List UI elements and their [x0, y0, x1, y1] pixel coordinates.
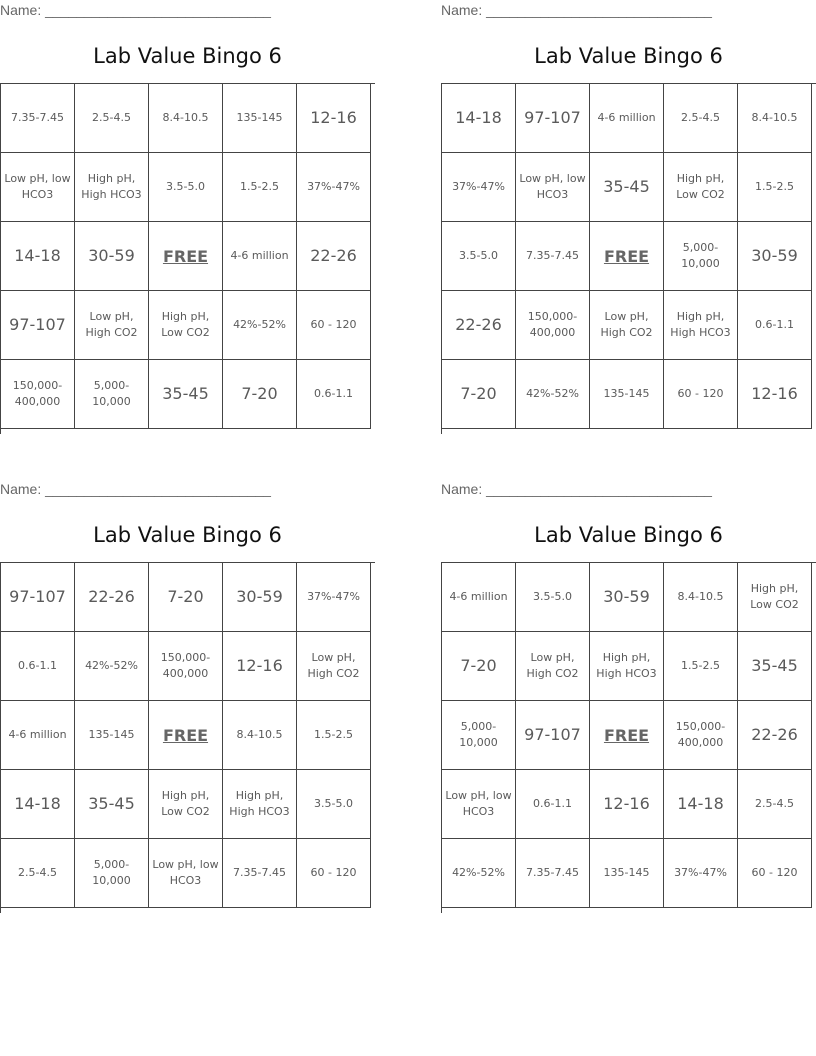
bingo-cell[interactable]: 4-6 million [1, 701, 75, 770]
bingo-cell[interactable]: 12-16 [223, 632, 297, 701]
bingo-cell[interactable]: 0.6-1.1 [516, 770, 590, 839]
bingo-cell[interactable]: 150,000-400,000 [1, 360, 75, 429]
name-field-label[interactable]: Name: _____________________________ [441, 481, 712, 497]
bingo-cell[interactable]: 1.5-2.5 [738, 153, 812, 222]
name-field-label[interactable]: Name: _____________________________ [0, 481, 271, 497]
bingo-cell[interactable]: High pH, High HCO3 [75, 153, 149, 222]
bingo-cell[interactable]: 3.5-5.0 [442, 222, 516, 291]
bingo-cell[interactable]: 2.5-4.5 [1, 839, 75, 908]
bingo-cell[interactable]: 60 - 120 [297, 839, 371, 908]
bingo-cell[interactable]: 12-16 [590, 770, 664, 839]
free-space-cell[interactable]: FREE [149, 222, 223, 291]
bingo-cell[interactable]: 37%-47% [442, 153, 516, 222]
card-title: Lab Value Bingo 6 [93, 523, 282, 547]
bingo-cell[interactable]: 4-6 million [590, 84, 664, 153]
bingo-cell[interactable]: 0.6-1.1 [297, 360, 371, 429]
bingo-cell[interactable]: 12-16 [738, 360, 812, 429]
bingo-cell[interactable]: 60 - 120 [664, 360, 738, 429]
bingo-grid [441, 562, 816, 913]
bingo-cell[interactable]: Low pH, High CO2 [297, 632, 371, 701]
bingo-cell[interactable]: Low pH, low HCO3 [1, 153, 75, 222]
bingo-cell[interactable]: High pH, Low CO2 [149, 291, 223, 360]
bingo-cell[interactable]: 1.5-2.5 [664, 632, 738, 701]
bingo-cell[interactable]: 12-16 [297, 84, 371, 153]
bingo-cell[interactable]: High pH, High HCO3 [223, 770, 297, 839]
bingo-cell[interactable]: Low pH, low HCO3 [442, 770, 516, 839]
bingo-grid [0, 562, 375, 913]
bingo-cell[interactable]: 97-107 [516, 84, 590, 153]
bingo-cell[interactable]: 0.6-1.1 [1, 632, 75, 701]
bingo-cell[interactable]: 3.5-5.0 [516, 563, 590, 632]
bingo-cell[interactable]: 60 - 120 [297, 291, 371, 360]
bingo-cell[interactable]: 7.35-7.45 [223, 839, 297, 908]
bingo-cell[interactable]: 8.4-10.5 [664, 563, 738, 632]
bingo-cell[interactable]: 7-20 [223, 360, 297, 429]
bingo-cell[interactable]: Low pH, High CO2 [590, 291, 664, 360]
bingo-cell[interactable]: 150,000-400,000 [149, 632, 223, 701]
bingo-cell[interactable]: 30-59 [590, 563, 664, 632]
bingo-cell[interactable]: Low pH, low HCO3 [149, 839, 223, 908]
card-title: Lab Value Bingo 6 [534, 523, 723, 547]
bingo-cell[interactable]: 37%-47% [664, 839, 738, 908]
bingo-cell[interactable]: 22-26 [75, 563, 149, 632]
bingo-cell[interactable]: 8.4-10.5 [738, 84, 812, 153]
bingo-cell[interactable]: 5,000-10,000 [442, 701, 516, 770]
bingo-cell[interactable]: 0.6-1.1 [738, 291, 812, 360]
bingo-cell[interactable]: 7.35-7.45 [1, 84, 75, 153]
bingo-cell[interactable]: 42%-52% [442, 839, 516, 908]
bingo-cell[interactable]: 42%-52% [223, 291, 297, 360]
bingo-cell[interactable]: Low pH, High CO2 [75, 291, 149, 360]
bingo-cell[interactable]: Low pH, low HCO3 [516, 153, 590, 222]
bingo-cell[interactable]: 7-20 [442, 360, 516, 429]
bingo-cell[interactable]: 8.4-10.5 [149, 84, 223, 153]
bingo-cell[interactable]: 30-59 [223, 563, 297, 632]
bingo-cell[interactable]: 4-6 million [223, 222, 297, 291]
bingo-cell[interactable]: 35-45 [75, 770, 149, 839]
bingo-cell[interactable]: 1.5-2.5 [297, 701, 371, 770]
bingo-cell[interactable]: Low pH, High CO2 [516, 632, 590, 701]
bingo-cell[interactable]: 5,000-10,000 [75, 839, 149, 908]
bingo-cell[interactable]: High pH, High HCO3 [664, 291, 738, 360]
bingo-cell[interactable]: High pH, High HCO3 [590, 632, 664, 701]
name-field-label[interactable]: Name: _____________________________ [0, 2, 271, 18]
bingo-cell[interactable]: 8.4-10.5 [223, 701, 297, 770]
bingo-cell[interactable]: 2.5-4.5 [664, 84, 738, 153]
bingo-cell[interactable]: 60 - 120 [738, 839, 812, 908]
bingo-cell[interactable]: 7.35-7.45 [516, 222, 590, 291]
bingo-cell[interactable]: 37%-47% [297, 563, 371, 632]
free-space-cell[interactable]: FREE [149, 701, 223, 770]
bingo-cell[interactable]: 37%-47% [297, 153, 371, 222]
bingo-grid [0, 83, 375, 434]
bingo-cell[interactable]: 4-6 million [442, 563, 516, 632]
bingo-cell[interactable]: 35-45 [149, 360, 223, 429]
bingo-cell[interactable]: 7-20 [442, 632, 516, 701]
bingo-cell[interactable]: 22-26 [297, 222, 371, 291]
bingo-cell[interactable]: 135-145 [590, 839, 664, 908]
bingo-cell[interactable]: High pH, Low CO2 [738, 563, 812, 632]
free-space-cell[interactable]: FREE [590, 222, 664, 291]
bingo-cell[interactable]: 14-18 [1, 222, 75, 291]
bingo-cell[interactable]: 97-107 [1, 563, 75, 632]
bingo-cell[interactable]: 150,000-400,000 [516, 291, 590, 360]
bingo-cell[interactable]: 5,000-10,000 [664, 222, 738, 291]
bingo-cell[interactable]: 150,000-400,000 [664, 701, 738, 770]
bingo-cell[interactable]: 14-18 [1, 770, 75, 839]
free-space-cell[interactable]: FREE [590, 701, 664, 770]
bingo-cell[interactable]: 42%-52% [516, 360, 590, 429]
bingo-cell[interactable]: 30-59 [75, 222, 149, 291]
bingo-cell[interactable]: 97-107 [516, 701, 590, 770]
bingo-cell[interactable]: 22-26 [738, 701, 812, 770]
card-title: Lab Value Bingo 6 [534, 44, 723, 68]
bingo-cell[interactable]: High pH, Low CO2 [664, 153, 738, 222]
bingo-cell[interactable]: 42%-52% [75, 632, 149, 701]
bingo-cell[interactable]: 35-45 [738, 632, 812, 701]
bingo-cell[interactable]: 14-18 [442, 84, 516, 153]
bingo-cell[interactable]: 135-145 [223, 84, 297, 153]
bingo-cell[interactable]: 2.5-4.5 [738, 770, 812, 839]
bingo-cell[interactable]: 7.35-7.45 [516, 839, 590, 908]
bingo-cell[interactable]: High pH, Low CO2 [149, 770, 223, 839]
bingo-cell[interactable]: 1.5-2.5 [223, 153, 297, 222]
bingo-cell[interactable]: 5,000-10,000 [75, 360, 149, 429]
bingo-cell[interactable]: 3.5-5.0 [297, 770, 371, 839]
bingo-cell[interactable]: 135-145 [75, 701, 149, 770]
bingo-cell[interactable]: 97-107 [1, 291, 75, 360]
bingo-cell[interactable]: 14-18 [664, 770, 738, 839]
bingo-cell[interactable]: 3.5-5.0 [149, 153, 223, 222]
bingo-cell[interactable]: 35-45 [590, 153, 664, 222]
bingo-cell[interactable]: 22-26 [442, 291, 516, 360]
bingo-cell[interactable]: 30-59 [738, 222, 812, 291]
bingo-cell[interactable]: 7-20 [149, 563, 223, 632]
bingo-cell[interactable]: 135-145 [590, 360, 664, 429]
bingo-grid [441, 83, 816, 434]
name-field-label[interactable]: Name: _____________________________ [441, 2, 712, 18]
bingo-cell[interactable]: 2.5-4.5 [75, 84, 149, 153]
card-title: Lab Value Bingo 6 [93, 44, 282, 68]
